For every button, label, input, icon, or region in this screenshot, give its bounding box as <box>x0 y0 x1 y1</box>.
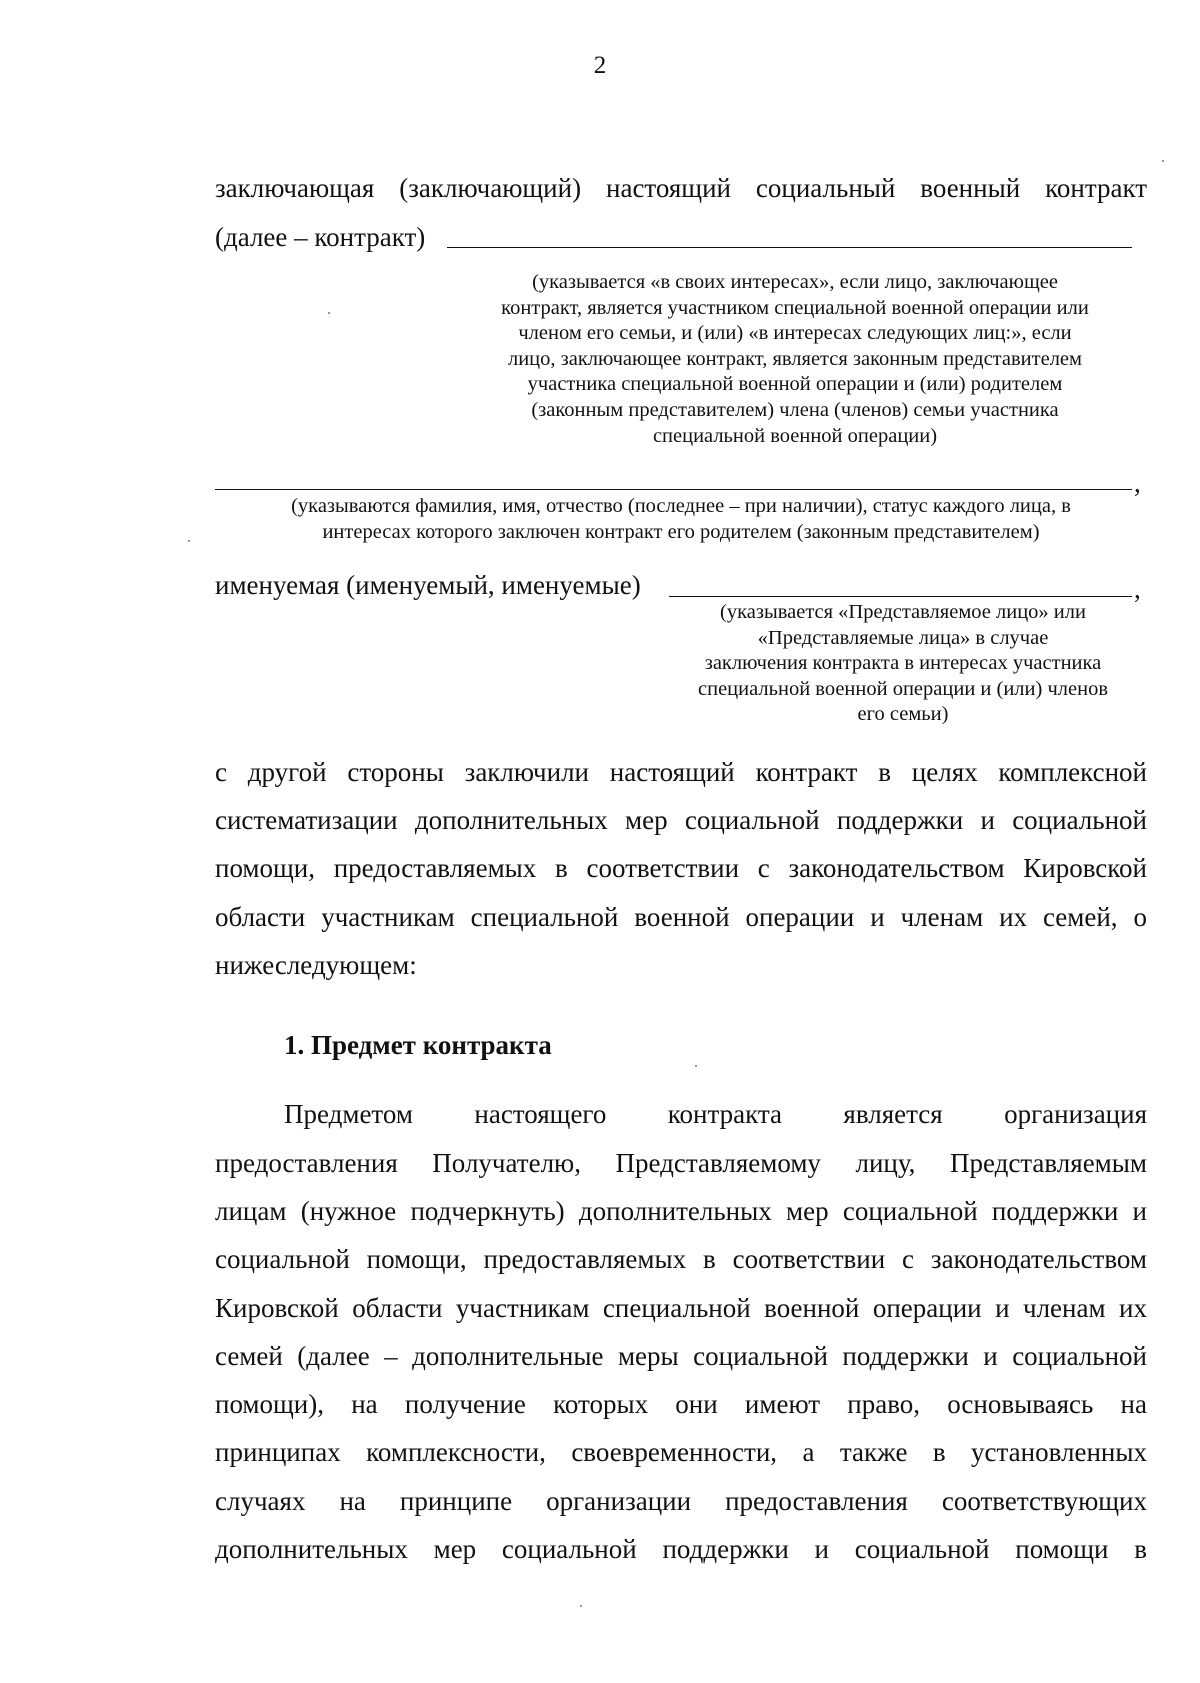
named-blank[interactable] <box>669 596 1132 597</box>
scan-speck <box>1162 160 1164 162</box>
note-named-line: (указывается «Представляемое лицо» или <box>720 601 1086 623</box>
note-persons-line: интересах которого заключен контракт его родителем (законным представителем) <box>322 520 1040 543</box>
note-named-line: заключения контракта в интересах участника <box>704 652 1102 675</box>
section-line-8: принципах комплексности, своевременности, а также в установленных <box>215 1437 1147 1467</box>
section-line-10: дополнительных мер социальной поддержки и социальной помощи в <box>215 1534 1147 1564</box>
note-named-line: специальной военной операции и (или) членов <box>698 677 1108 700</box>
section-line-7: помощи), на получение которых они имеют право, основываясь на <box>215 1389 1147 1419</box>
scan-speck <box>328 312 330 314</box>
scan-speck <box>580 1605 582 1607</box>
intro-line-2: (далее – контракт) <box>215 222 426 252</box>
note-named-line: его семьи) <box>857 703 949 726</box>
scan-speck <box>695 1065 697 1067</box>
note-interests-line: контракт, является участником специальной военной операции или <box>501 296 1089 319</box>
scan-speck <box>188 540 190 542</box>
note-interests-line: участника специальной военной операции и (или) родителем <box>527 373 1063 396</box>
named-label: именуемая (именуемый, именуемые) <box>215 570 641 600</box>
named-comma: , <box>1134 574 1141 604</box>
persons-comma: , <box>1134 468 1141 498</box>
section-line-1: Предметом настоящего контракта является организация <box>284 1099 1147 1129</box>
section-line-4: социальной помощи, предоставляемых в соответствии с законодательством <box>215 1244 1147 1274</box>
section-line-9: случаях на принципе организации предоставления соответствующих <box>215 1486 1147 1516</box>
parties-line-2: систематизации дополнительных мер социальной поддержки и социальной <box>215 805 1147 835</box>
note-interests <box>440 270 1150 449</box>
note-persons <box>208 494 1154 545</box>
note-interests-line: специальной военной операции) <box>652 424 938 447</box>
section-heading: 1. Предмет контракта <box>284 1030 552 1060</box>
section-line-5: Кировской области участникам специальной военной операции и членам их <box>215 1293 1147 1323</box>
persons-blank[interactable] <box>215 489 1132 490</box>
section-line-2: предоставления Получателю, Представляемому лицу, Представляемым <box>215 1148 1147 1178</box>
note-interests-line: (указывается «в своих интересах», если лицо, заключающее <box>532 271 1058 293</box>
parties-line-5: нижеследующем: <box>215 950 417 980</box>
page-number: 2 <box>593 52 607 79</box>
section-line-6: семей (далее – дополнительные меры социальной поддержки и социальной <box>215 1341 1147 1371</box>
note-persons-line: (указываются фамилия, имя, отчество (последнее – при наличии), статус каждого лица, в <box>291 495 1071 517</box>
parties-line-4: области участникам специальной военной операции и членам их семей, о <box>215 902 1147 932</box>
section-line-3: лицам (нужное подчеркнуть) дополнительных мер социальной поддержки и <box>215 1196 1147 1226</box>
parties-line-3: помощи, предоставляемых в соответствии с законодательством Кировской <box>215 853 1147 883</box>
note-named <box>658 600 1148 728</box>
note-interests-line: (законным представителем) члена (членов) семьи участника <box>531 398 1059 421</box>
note-interests-line: членом его семьи, и (или) «в интересах следующих лиц:», если <box>518 322 1072 345</box>
note-interests-line: лицо, заключающее контракт, является законным представителем <box>507 347 1082 370</box>
intro-line-1: заключающая (заключающий) настоящий социальный военный контракт <box>215 173 1147 203</box>
contract-type-blank[interactable] <box>447 247 1132 248</box>
parties-line-1: с другой стороны заключили настоящий контракт в целях комплексной <box>215 757 1147 787</box>
note-named-line: «Представляемые лица» в случае <box>757 626 1049 649</box>
